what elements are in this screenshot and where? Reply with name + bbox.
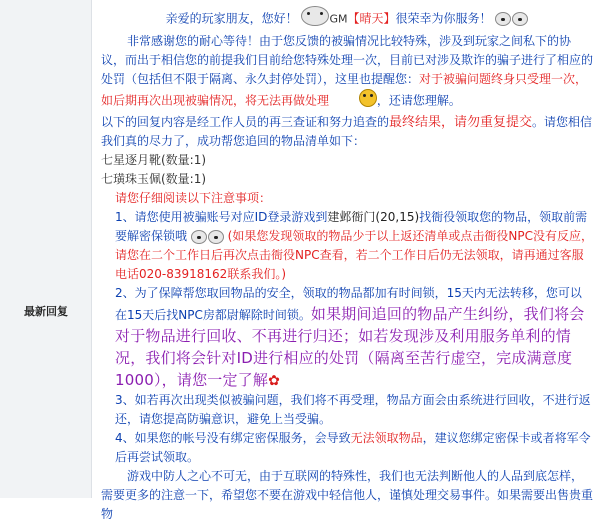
result-paragraph <box>101 113 593 151</box>
note-4 <box>101 429 593 467</box>
intro-paragraph <box>101 32 593 113</box>
note2-text: 2、为了保障帮您取回物品的安全，领取的物品都加有时间锁，15天内无法转移，您可以在15天后找NPC房都尉解除时间锁。 <box>115 286 582 322</box>
closing-paragraph: 游戏中防人之心不可无，由于互联网的特殊性，我们也无法判断他人的人品到底怎样，需要更多的注意一下，希望您不要在游戏中轻信他人，谨慎处理交易事件。如果需要出售贵重物 <box>101 469 594 521</box>
notes-title: 请您仔细阅读以下注意事项： <box>115 191 272 205</box>
note1-text-2: 找衙役领取您的物品，领取前需要解密保锁哦 <box>115 210 588 243</box>
reply-content <box>101 6 594 521</box>
intro-text: 非常感谢您的耐心等待！由于您反馈的被骗情况比较特殊，涉及到玩家之间私下的协议，而出于相信您的前提我们目前给您特殊处理一次，目前已对涉及欺诈的骗子进行了相应的处罚（包括但不限于隔离、永久封停处罚），这里也提醒您： <box>101 34 594 86</box>
note4-end: ，建议您绑定密保卡或者将军令后再尝试领取。 <box>115 431 591 464</box>
gm-label: GM <box>329 12 348 26</box>
item-list-item: 七星逐月靴(数量:1) <box>101 153 207 167</box>
note-1 <box>101 208 593 284</box>
note-2 <box>101 284 593 391</box>
note1-text: 1、请您使用被骗账号对应ID登录游戏到 <box>115 210 328 224</box>
latest-reply-label: 最新回复 <box>24 305 68 318</box>
left-column <box>0 0 92 498</box>
flower-icon: ✿ <box>268 373 280 389</box>
note2-warning: 如果期间追回的物品产生纠纷，我们将会对于物品进行回收、不再进行归还；如若发现涉及利用服务单利的情况，我们将会针对ID进行相应的处罚（隔离至苦行虚空，完成满意度1000），请您一定了解 <box>115 305 585 389</box>
note1-place: 建邺衙门(20,15) <box>327 210 420 224</box>
result-end: 。请您相信我们真的尽力了，成功帮您追回的物品清单如下： <box>101 115 593 148</box>
note-3: 3、如若再次出现类似被骗问题，我们将不再受理，物品方面会由系统进行回收，不进行返还，请您提高防骗意识，避免上当受骗。 <box>115 393 591 426</box>
cute-faces-icon <box>495 12 528 26</box>
sweat-face-icon <box>333 89 377 113</box>
intro-warning: 对于被骗问题终身只受理一次，如后期再次出现被骗情况，将无法再做处理 <box>101 72 588 108</box>
note1-paren: (如果您发现领取的物品少于以上返还清单或点击衙役NPC没有反应，请您在二个工作日后再次点击衙役NPC查看，若二个工作日后仍无法领取，请再通过客服电话020-83918162联系我们。) <box>115 229 593 281</box>
gm-avatar-icon <box>301 6 329 32</box>
greeting-text: 亲爱的玩家朋友，您好！ <box>165 11 298 26</box>
note4-text: 4、如果您的帐号没有绑定密保服务，会导致 <box>115 431 351 445</box>
cute-faces-icon <box>191 230 224 244</box>
intro-end: ，还请您理解。 <box>376 93 461 108</box>
result-final: 最终结果，请勿重复提交 <box>389 115 533 130</box>
gm-weather-badge: 【晴天】 <box>347 11 396 26</box>
greeting-honor-text: 很荣幸为你服务！ <box>395 11 492 26</box>
greeting-line <box>101 6 593 32</box>
item-list-item: 七璜珠玉佩(数量:1) <box>101 172 207 186</box>
note4-warning: 无法领取物品 <box>350 431 423 445</box>
result-text: 以下的回复内容是经工作人员的再三查证和努力追查的 <box>101 115 390 129</box>
